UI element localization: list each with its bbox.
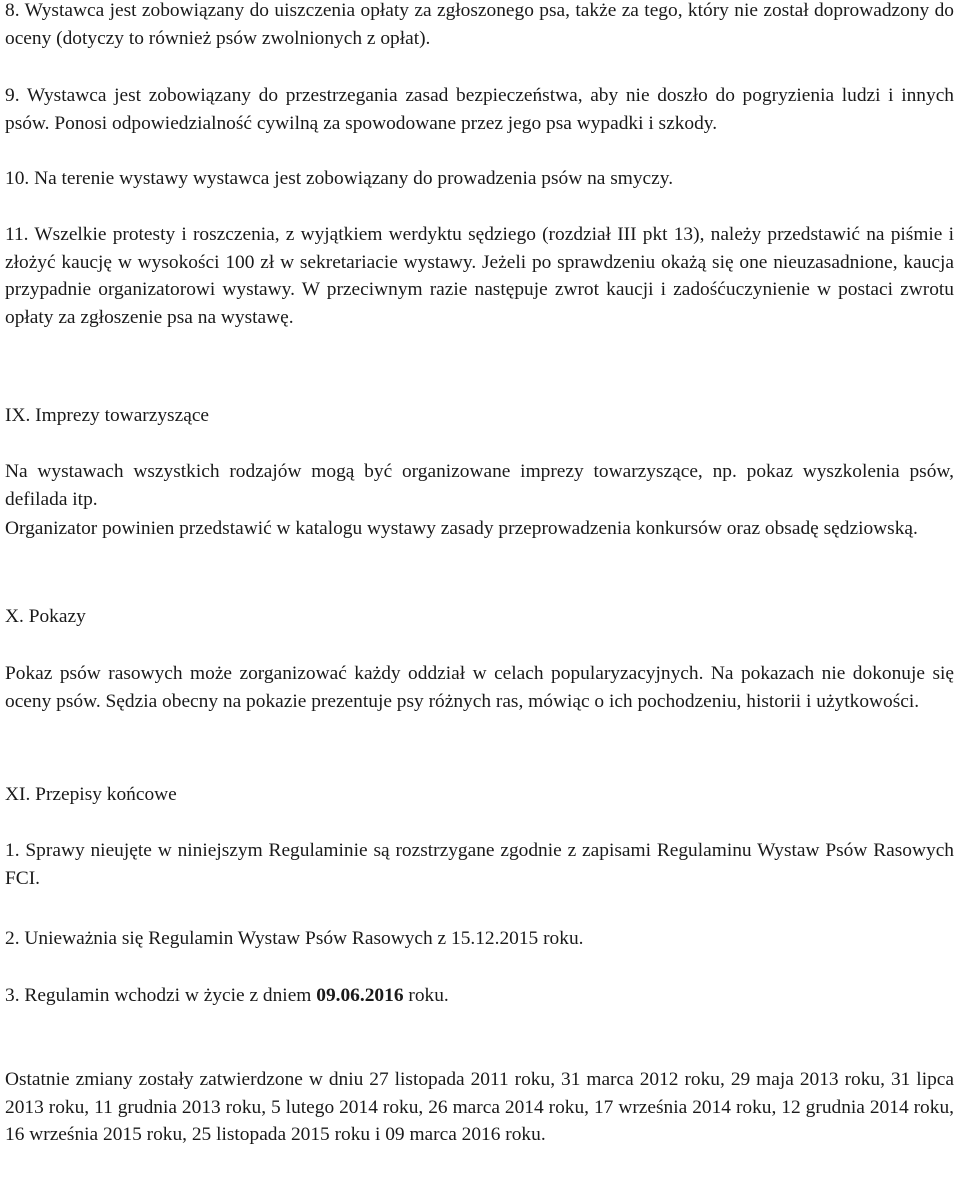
section-ix-paragraph-2: Organizator powinien przedstawić w katalogu wystawy zasady przeprowadzenia konkursów oraz obsadę sędziowską. <box>5 518 918 539</box>
section-ix-heading: IX. Imprezy towarzyszące <box>5 405 210 426</box>
section-xi-item-2: 2. Unieważnia się Regulamin Wystaw Psów Rasowych z 15.12.2015 roku. <box>5 928 584 949</box>
section-x-heading: X. Pokazy <box>5 606 86 627</box>
section-xi-item-1: 1. Sprawy nieujęte w niniejszym Regulaminie są rozstrzygane zgodnie z zapisami Regulaminu Wystaw Psów Rasowych FCI. <box>5 840 954 889</box>
item-3-prefix: 3. Regulamin wchodzi w życie z dniem <box>5 985 317 1006</box>
section-ix-paragraph-1: Na wystawach wszystkich rodzajów mogą być organizowane imprezy towarzyszące, np. pokaz wyszkolenia psów, defilada itp. <box>5 461 954 510</box>
item-11: 11. Wszelkie protesty i roszczenia, z wyjątkiem werdyktu sędziego (rozdział III pkt 13), należy przedstawić na piśmie i złożyć kaucję w wysokości 100 zł w sekretariacie wystawy. Jeżeli po sprawdzeniu okażą się one nieuzasadnione, kaucja przypadnie organizatorowi wystawy. W przeciwnym razie następuje zwrot kaucji i zadośćuczynienie w postaci zwrotu opłaty za zgłoszenie psa na wystawę. <box>5 224 954 328</box>
item-3-suffix: roku. <box>403 985 449 1006</box>
section-x-paragraph-1: Pokaz psów rasowych może zorganizować każdy oddział w celach popularyzacyjnych. Na pokazach nie dokonuje się oceny psów. Sędzia obecny na pokazie prezentuje psy różnych ras, mówiąc o ich pochodzeniu, historii i użytkowości. <box>5 663 954 712</box>
section-xi-item-3 <box>5 982 954 1010</box>
section-xi-heading: XI. Przepisy końcowe <box>5 784 177 805</box>
item-9: 9. Wystawca jest zobowiązany do przestrzegania zasad bezpieczeństwa, aby nie doszło do pogryzienia ludzi i innych psów. Ponosi odpowiedzialność cywilną za spowodowane przez jego psa wypadki i szkody. <box>5 85 954 134</box>
amendments-note: Ostatnie zmiany zostały zatwierdzone w dniu 27 listopada 2011 roku, 31 marca 2012 roku, 29 maja 2013 roku, 31 lipca 2013 roku, 11 grudnia 2013 roku, 5 lutego 2014 roku, 26 marca 2014 roku, 17 września 2014 roku, 12 grudnia 2014 roku, 16 września 2015 roku, 25 listopada 2015 roku i 09 marca 2016 roku. <box>5 1069 954 1146</box>
item-8: 8. Wystawca jest zobowiązany do uiszczenia opłaty za zgłoszonego psa, także za tego, który nie został doprowadzony do oceny (dotyczy to również psów zwolnionych z opłat). <box>5 0 954 49</box>
effective-date: 09.06.2016 <box>316 985 404 1006</box>
item-10: 10. Na terenie wystawy wystawca jest zobowiązany do prowadzenia psów na smyczy. <box>5 168 674 189</box>
